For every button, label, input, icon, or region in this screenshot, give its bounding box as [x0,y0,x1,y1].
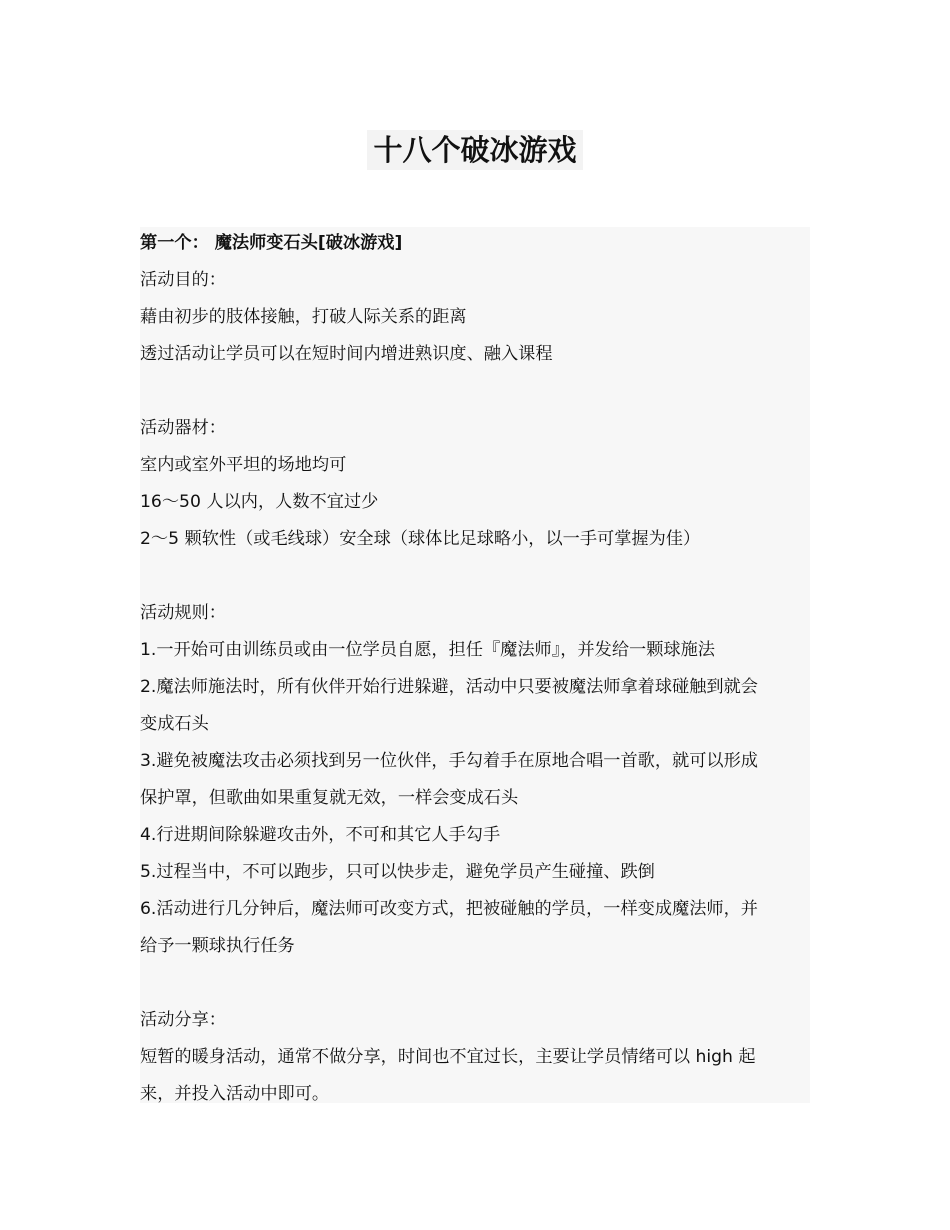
rules-label: 活动规则： [140,603,226,623]
rules-line: 3.避免被魔法攻击必须找到另一位伙伴，手勾着手在原地合唱一首歌，就可以形成 [140,751,758,771]
rules-line: 6.活动进行几分钟后，魔法师可改变方式，把被碰触的学员，一样变成魔法师，并 [140,899,758,919]
rules-line: 4.行进期间除躲避攻击外，不可和其它人手勾手 [140,825,501,845]
rules-line: 1.一开始可由训练员或由一位学员自愿，担任『魔法师』，并发给一颗球施法 [140,640,715,660]
purpose-label: 活动目的： [140,270,226,290]
materials-line: 2～5 颗软性（或毛线球）安全球（球体比足球略小，以一手可掌握为佳） [140,529,701,549]
purpose-line: 藉由初步的肢体接触，打破人际关系的距离 [140,307,467,327]
document-title: 十八个破冰游戏 [367,130,583,170]
rules-line: 变成石头 [140,714,209,734]
section-heading: 第一个： 魔法师变石头[破冰游戏] [140,233,403,253]
purpose-line: 透过活动让学员可以在短时间内增进熟识度、融入课程 [140,344,553,364]
sharing-line: 来，并投入活动中即可。 [140,1084,330,1104]
rules-line: 给予一颗球执行任务 [140,936,295,956]
sharing-label: 活动分享： [140,1010,226,1030]
rules-line: 5.过程当中，不可以跑步，只可以快步走，避免学员产生碰撞、跌倒 [140,862,655,882]
materials-line: 室内或室外平坦的场地均可 [140,455,347,475]
rules-line: 2.魔法师施法时，所有伙伴开始行进躲避，活动中只要被魔法师拿着球碰触到就会 [140,677,758,697]
sharing-line: 短暂的暖身活动，通常不做分享，时间也不宜过长，主要让学员情绪可以 high 起 [140,1047,756,1067]
rules-line: 保护罩，但歌曲如果重复就无效，一样会变成石头 [140,788,519,808]
materials-line: 16～50 人以内，人数不宜过少 [140,492,379,512]
materials-label: 活动器材： [140,418,226,438]
